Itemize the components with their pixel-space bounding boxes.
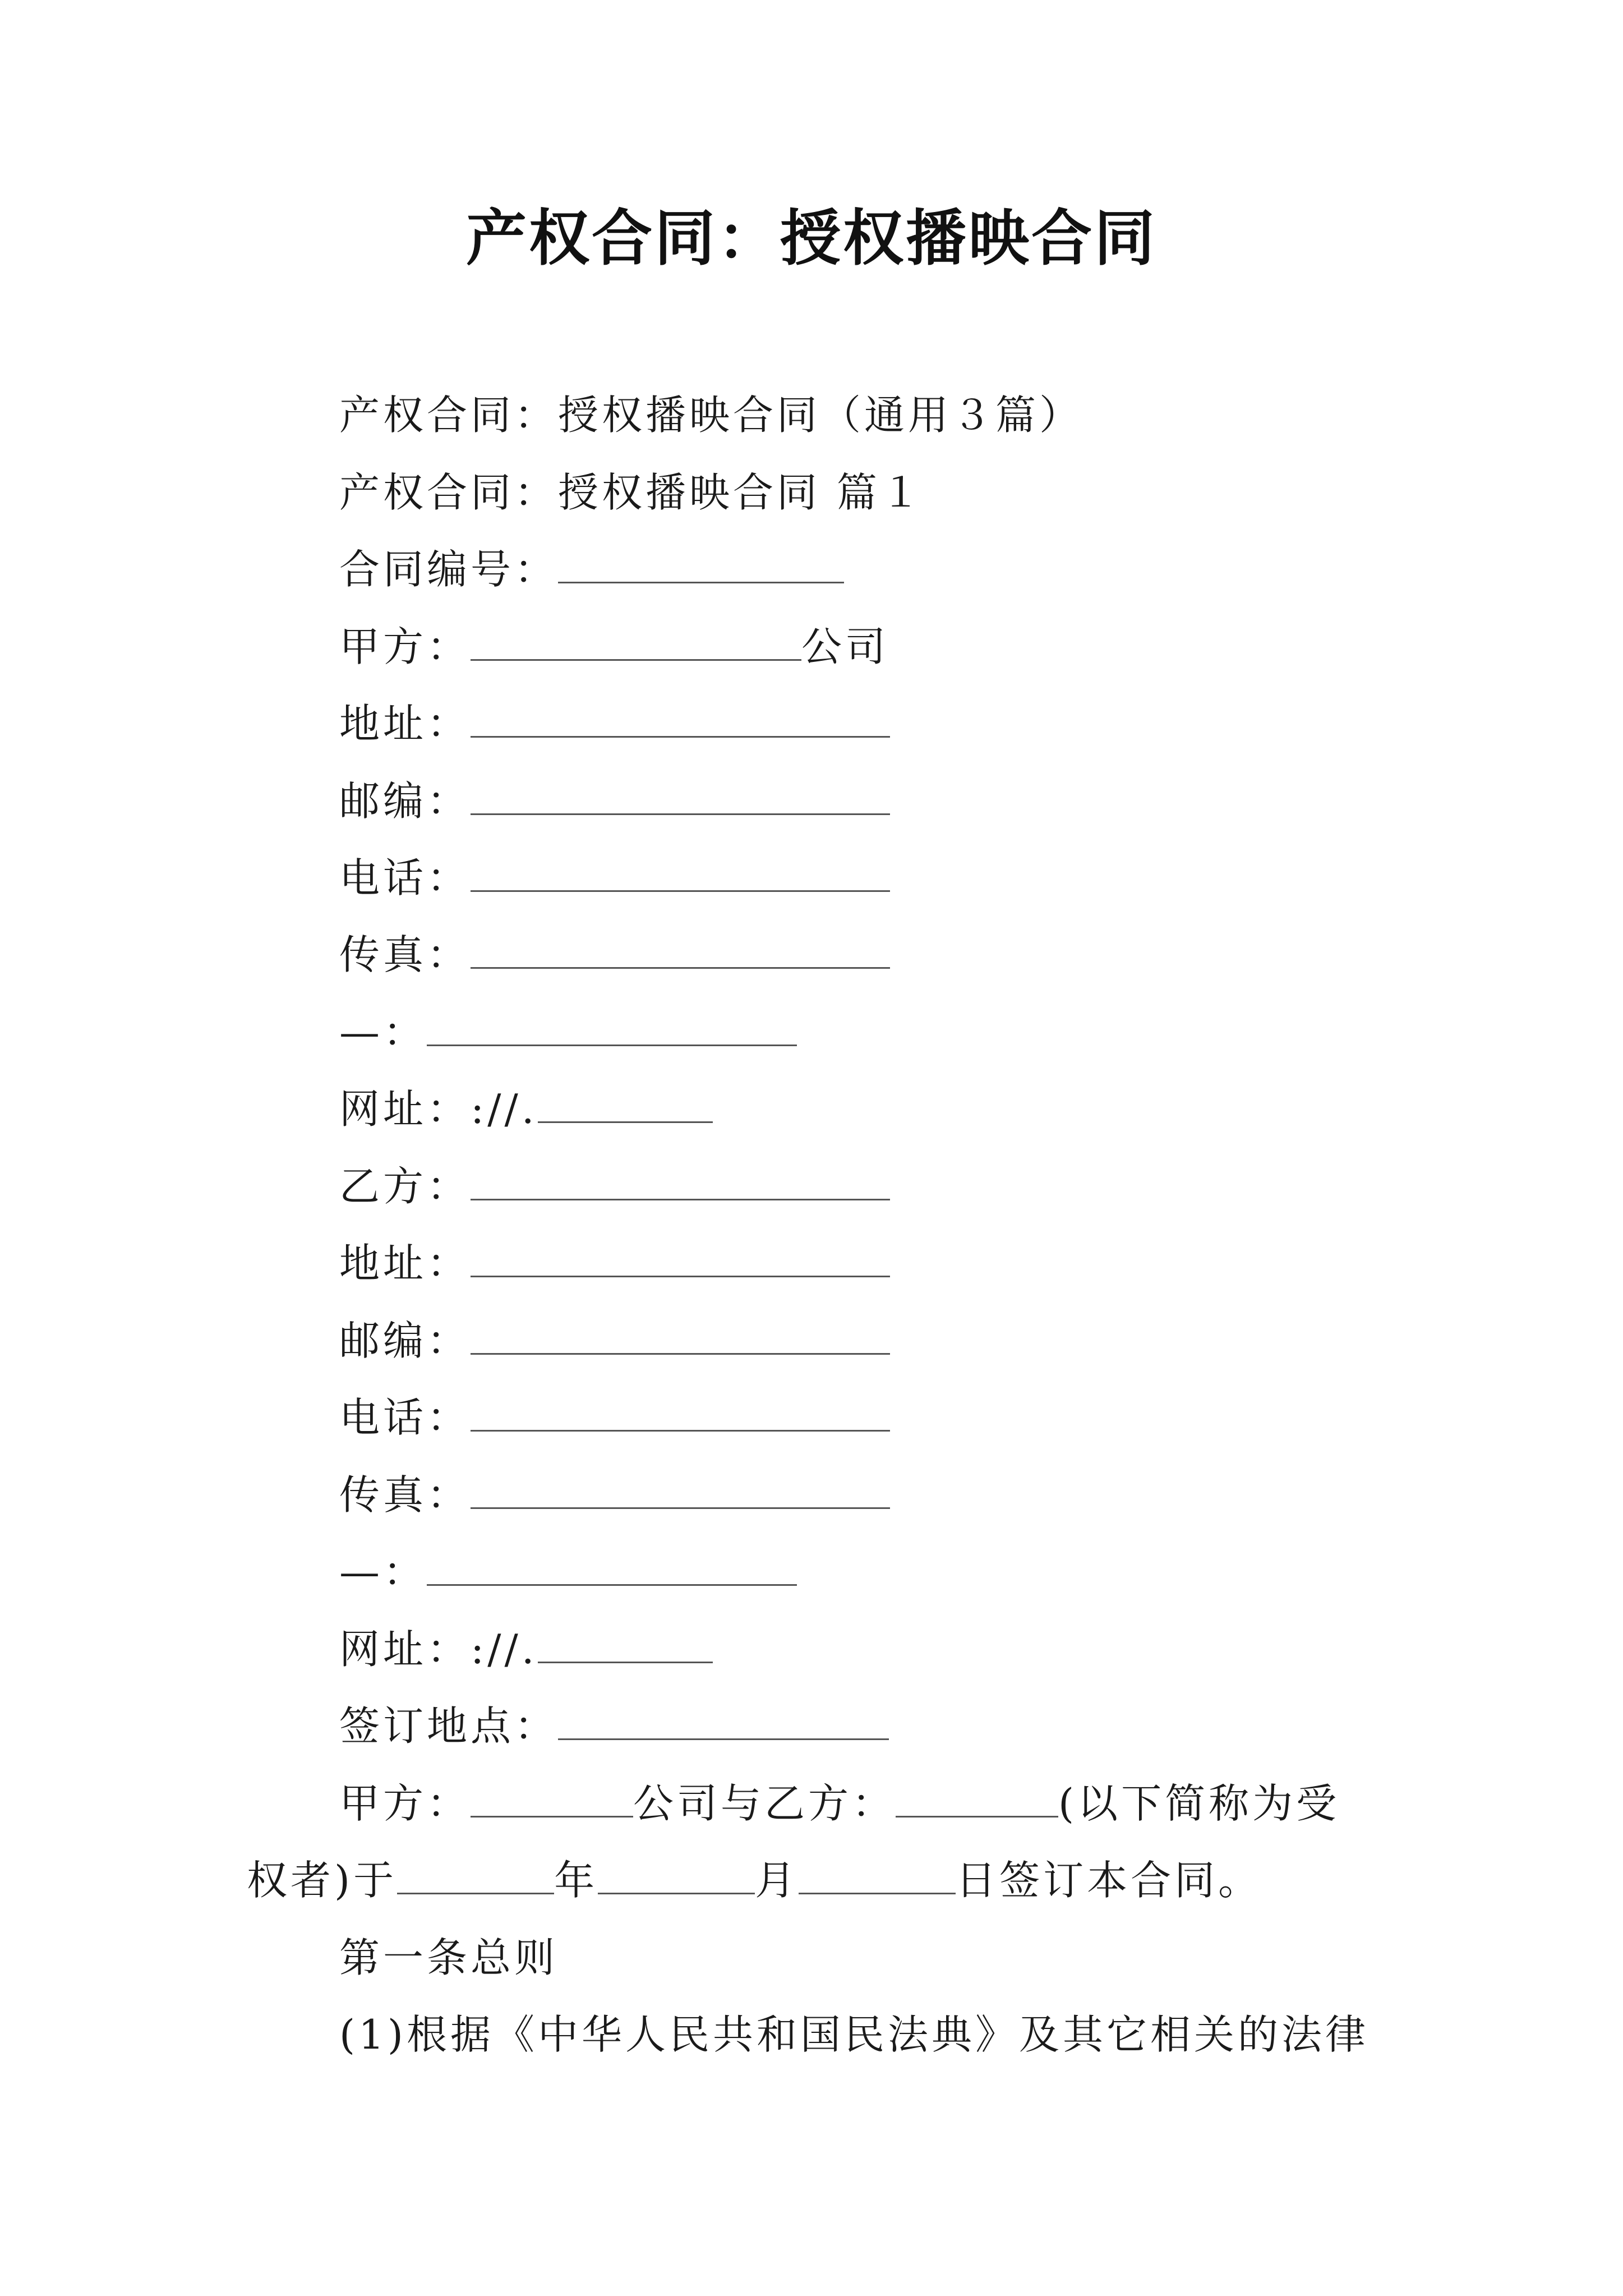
article-1-paragraph: (1)根据《中华人民共和国民法典》及其它相关的法律 xyxy=(339,2011,1369,2058)
b-phone-line xyxy=(339,1389,890,1446)
a-dash-label: —： xyxy=(339,1009,427,1056)
b-address-line xyxy=(339,1235,890,1291)
agreement-month-label: 月 xyxy=(755,1857,799,1904)
a-phone-label: 电话： xyxy=(339,854,471,901)
agreement-date-prefix: 权者)于 xyxy=(247,1857,398,1904)
party-a-label: 甲方： xyxy=(339,623,471,670)
agreement-party-b-label: 公司与乙方： xyxy=(633,1780,896,1827)
party-b-label: 乙方： xyxy=(339,1163,471,1210)
party-b-line xyxy=(339,1158,890,1214)
a-fax-label: 传真： xyxy=(339,931,471,978)
b-web-line xyxy=(339,1621,713,1677)
a-web-line xyxy=(339,1081,713,1137)
agreement-line-1 xyxy=(339,1775,1340,1832)
party-a-suffix: 公司 xyxy=(801,623,889,670)
a-web-blank xyxy=(538,1085,713,1123)
a-address-line xyxy=(339,696,890,752)
agreement-party-a-label: 甲方： xyxy=(339,1780,471,1827)
a-postcode-line xyxy=(339,773,890,829)
party-a-line xyxy=(339,619,889,675)
subtitle: 产权合同：授权播映合同（通用３篇） xyxy=(339,392,1083,439)
b-web-label: 网址：://. xyxy=(339,1626,538,1673)
a-dash-line xyxy=(339,1004,797,1060)
b-address-blank xyxy=(471,1240,890,1277)
a-dash-blank xyxy=(427,1009,797,1046)
b-postcode-blank xyxy=(471,1317,890,1355)
b-fax-blank xyxy=(471,1471,890,1509)
b-dash-line xyxy=(339,1544,797,1600)
sign-place-blank xyxy=(558,1703,889,1740)
agreement-party-b-blank xyxy=(896,1780,1058,1818)
party-b-blank xyxy=(471,1163,890,1200)
a-phone-line xyxy=(339,850,890,906)
contract-number-label: 合同编号： xyxy=(339,546,559,593)
agreement-party-a-blank xyxy=(471,1780,633,1818)
document-title: 产权合同：授权播映合同 xyxy=(465,203,1157,274)
a-postcode-blank xyxy=(471,777,890,815)
agreement-day-blank xyxy=(799,1857,956,1894)
b-postcode-line xyxy=(339,1313,890,1369)
b-postcode-label: 邮编： xyxy=(339,1317,471,1364)
contract-number-blank xyxy=(558,546,844,583)
a-postcode-label: 邮编： xyxy=(339,777,471,825)
agreement-line-2 xyxy=(247,1852,1262,1908)
a-fax-blank xyxy=(471,931,890,969)
b-dash-blank xyxy=(427,1548,797,1586)
b-fax-line xyxy=(339,1467,890,1523)
a-phone-blank xyxy=(471,854,890,892)
b-address-label: 地址： xyxy=(339,1240,471,1287)
a-address-blank xyxy=(471,700,890,738)
agreement-licensee-text: (以下简称为受 xyxy=(1058,1780,1340,1827)
agreement-year-label: 年 xyxy=(554,1857,598,1904)
b-dash-label: —： xyxy=(339,1548,427,1595)
party-a-blank xyxy=(471,623,801,661)
a-web-label: 网址：://. xyxy=(339,1085,538,1133)
agreement-year-blank xyxy=(397,1857,554,1894)
sign-place-line xyxy=(339,1698,889,1754)
sign-place-label: 签订地点： xyxy=(339,1703,559,1750)
b-phone-label: 电话： xyxy=(339,1394,471,1441)
a-address-label: 地址： xyxy=(339,700,471,747)
agreement-month-blank xyxy=(598,1857,755,1894)
agreement-day-suffix: 日签订本合同。 xyxy=(956,1857,1262,1904)
part-heading: 产权合同：授权播映合同 篇１ xyxy=(339,469,924,516)
b-fax-label: 传真： xyxy=(339,1471,471,1519)
b-phone-blank xyxy=(471,1394,890,1432)
contract-number-line xyxy=(339,541,844,597)
article-1-heading: 第一条总则 xyxy=(339,1934,559,1981)
b-web-blank xyxy=(538,1626,713,1663)
a-fax-line xyxy=(339,927,890,983)
